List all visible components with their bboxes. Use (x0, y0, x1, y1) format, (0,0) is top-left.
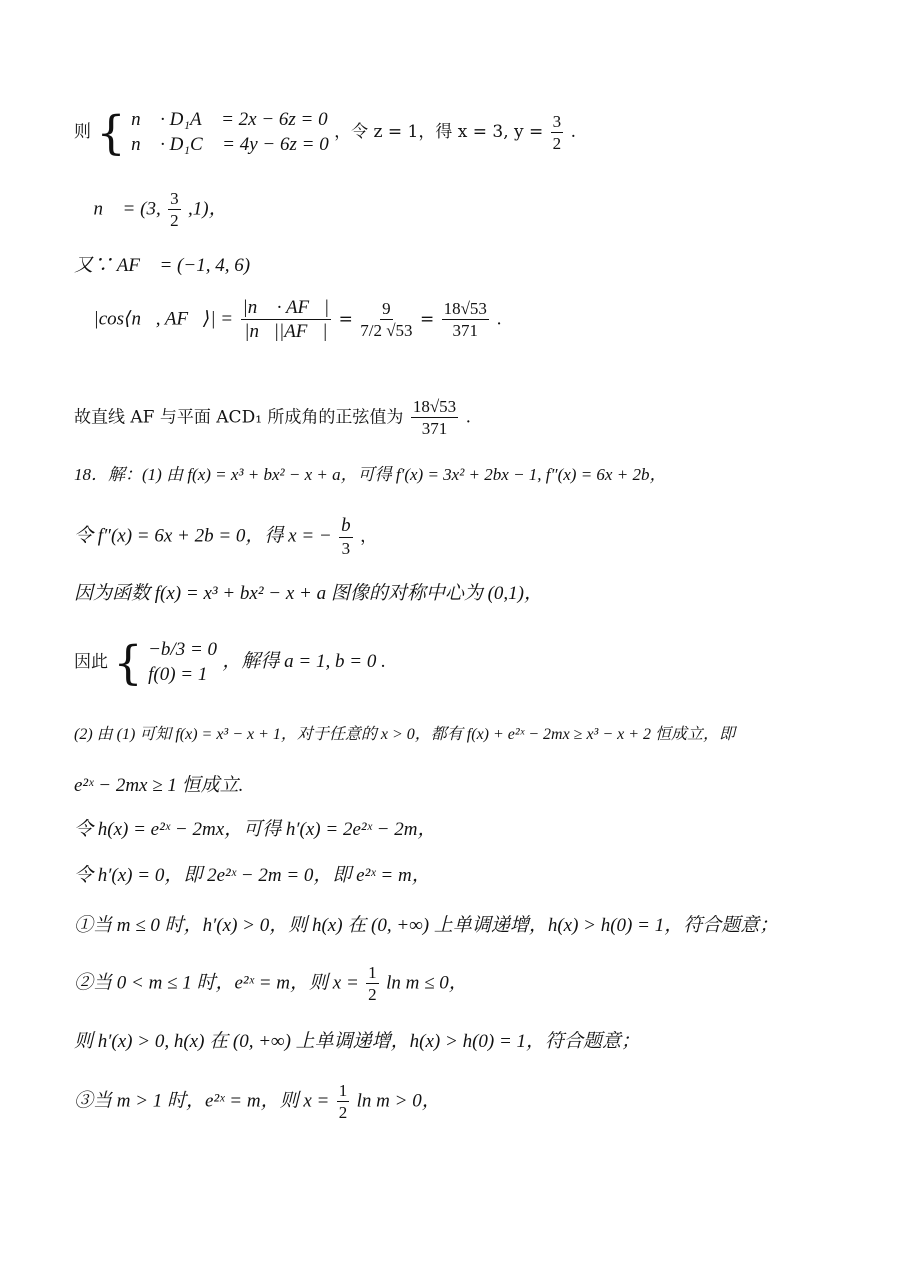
line-q18-part1 (74, 466, 666, 484)
fraction-result (411, 398, 458, 438)
line-conclusion-sine (74, 398, 471, 438)
fraction-denominator: 2 (170, 210, 179, 230)
equation-1: −b/3 = 0 (148, 639, 218, 660)
brace: { (113, 635, 143, 690)
period: . (570, 122, 576, 143)
text-ze: 则 (74, 122, 91, 143)
fraction-denominator: 371 (421, 418, 448, 438)
fraction-numerator: 3 (170, 189, 179, 208)
text-conclusion: 故直线 AF 与平面 ACD₁ 所成角的正弦值为 (74, 407, 404, 428)
fraction-9 (360, 300, 412, 340)
line-case1 (74, 916, 778, 935)
line-part2 (74, 726, 735, 743)
text-case3-end: ln m > 0， (356, 1090, 441, 1112)
equation-system (148, 638, 217, 687)
equals: = (338, 309, 353, 330)
brace: { (96, 105, 126, 160)
text-let-second-derivative: 令 f″(x) = 6x + 2b = 0，得 x = − (74, 525, 332, 547)
line-symmetry-center (74, 584, 543, 603)
fraction-numerator: |n⃗ · AF⃗| (242, 297, 330, 318)
text-part2: (2) 由 (1) 可知 f(x) = x³ − x + 1，对于任意的 x > 0，都有 f(x) + e²ˣ − 2mx ≥ x³ − x + 2 恒成立，即 (74, 726, 736, 743)
fraction-denominator: 371 (452, 320, 479, 340)
fraction-1-2 (366, 964, 379, 1004)
fraction-3-2 (168, 190, 181, 230)
text-case2-conclusion: 则 h′(x) > 0, h(x) 在 (0, +∞) 上单调递增，h(x) > h(0) = 1，符合题意； (74, 1031, 641, 1052)
fraction-denominator: 3 (341, 538, 351, 558)
line-af-vector (74, 256, 265, 275)
line-system-normal (74, 105, 576, 160)
fraction-denominator: 2 (552, 133, 562, 153)
text-case3: ③当 m > 1 时，e²ˣ = m，则 x = (74, 1090, 330, 1112)
fraction-numerator: b (341, 515, 351, 536)
line-case2-conclusion (74, 1032, 640, 1051)
comma: ， (360, 526, 378, 547)
fraction-numerator: 18√53 (412, 397, 457, 416)
fraction-1-2 (337, 1082, 350, 1122)
fraction-numerator: 9 (382, 299, 391, 319)
text-h-function: 令 h(x) = e²ˣ − 2mx，可得 h′(x) = 2e²ˣ − 2m， (74, 819, 437, 840)
fraction-denominator: |n⃗||AF⃗| (244, 320, 328, 342)
line-case2 (74, 964, 468, 1004)
equation-1: n⃗ · D₁A⃗ = 2x − 6z = 0 (131, 109, 328, 130)
line-second-derivative (74, 516, 377, 558)
line-cosine (74, 298, 502, 342)
text-case1: ①当 m ≤ 0 时，h′(x) > 0，则 h(x) 在 (0, +∞) 上单调递增，h(x) > h(0) = 1，符合题意； (74, 915, 779, 936)
line-h-derivative-zero (74, 866, 431, 885)
line-case3 (74, 1082, 441, 1122)
text-n-vector: ∴ n⃗ = (3, (74, 198, 161, 220)
text-case2-end: ln m ≤ 0， (386, 972, 468, 994)
text-case2: ②当 0 < m ≤ 1 时，e²ˣ = m，则 x = (74, 972, 359, 994)
equation-2: n⃗ · D₁C⃗ = 4y − 6z = 0 (131, 133, 329, 155)
text-inequality: e²ˣ − 2mx ≥ 1 恒成立. (74, 775, 244, 796)
fraction-result (442, 300, 489, 340)
fraction-numerator: 18√53 (443, 299, 487, 319)
fraction-denominator: 2 (368, 984, 377, 1004)
line-system-ab (74, 635, 386, 690)
fraction-denominator: 7/2 √53 (360, 320, 413, 340)
text-cos: ∴ |cos⟨n⃗, AF⃗⟩| = (74, 308, 234, 330)
line-h-function (74, 820, 436, 839)
text-solution: ，解得 a = 1, b = 0 . (222, 651, 386, 673)
line-normal-vector (74, 190, 228, 230)
text-symmetry: 因为函数 f(x) = x³ + bx² − x + a 图像的对称中心为 (0,1)， (74, 583, 543, 604)
fraction-cos (241, 298, 332, 342)
fraction-numerator: 3 (552, 111, 562, 131)
text-therefore: 因此 (74, 652, 108, 673)
text-n-vector-end: ,1)， (188, 198, 228, 220)
text-q18-start: 18．解：(1) 由 f(x) = x³ + bx² − x + a，可得 f′(x) = 3x² + 2bx − 1, f″(x) = 6x + 2b， (74, 465, 667, 484)
fraction-denominator: 2 (338, 1102, 348, 1122)
fraction-numerator: 1 (338, 1081, 348, 1100)
text-af-vector: 又∵ AF⃗ = (−1, 4, 6)， (74, 255, 265, 276)
line-inequality (74, 776, 243, 795)
fraction-numerator: 1 (368, 963, 377, 982)
text-let-z: ，令 z = 1，得 x = 3, y = (334, 122, 544, 143)
fraction-b-3 (339, 516, 353, 558)
fraction-3-2 (551, 113, 564, 153)
period: . (496, 309, 502, 330)
period: . (465, 407, 471, 428)
equals: = (419, 309, 435, 330)
text-h-derivative-zero: 令 h′(x) = 0，即 2e²ˣ − 2m = 0，即 e²ˣ = m， (74, 865, 431, 886)
equation-system (131, 108, 329, 157)
equation-2: f(0) = 1 (148, 663, 208, 685)
